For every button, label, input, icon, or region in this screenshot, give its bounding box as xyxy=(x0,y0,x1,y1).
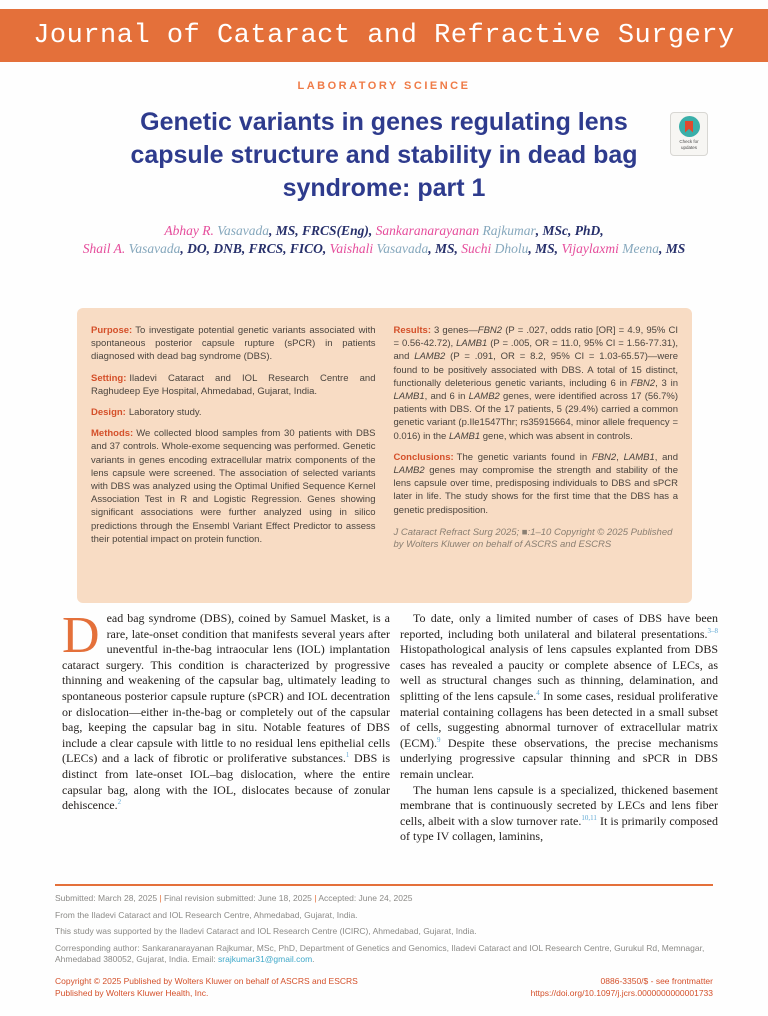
journal-banner xyxy=(0,9,768,62)
article-footnotes xyxy=(55,893,717,970)
design-label: Design: xyxy=(91,407,126,419)
purpose-text: To investigate potential genetic variants associated with spontaneous posterior capsule rupture (sPCR) in patients diagnosed with dead bag syndrome (DBS). xyxy=(91,325,376,363)
copyright-line-2: Published by Wolters Kluwer Health, Inc. xyxy=(55,988,209,998)
setting-label: Setting: xyxy=(91,372,127,384)
journal-name: Journal of Cataract and Refractive Surgery xyxy=(33,20,735,51)
methods-text: We collected blood samples from 30 patients with DBS and 37 controls. Whole-exome sequencing was performed. Genetic variants in genes encoding extracellular matrix components of the lens capsule were screened. The association of selected variants with DBS was analyzed using the Optimal Unified Sequence Kernel Association Test in R and Logistic Regression. Genes showing significant associations were further analyzed using in silico predictions through the Ensembl Variant Effect Predictor to assess their potential impact on protein function. xyxy=(91,428,376,545)
doi-link[interactable]: https://doi.org/10.1097/j.jcrs.0000000000001733 xyxy=(530,988,713,998)
article-body xyxy=(62,607,718,845)
issn-line: 0886-3350/$ - see frontmatter xyxy=(600,976,713,986)
drop-cap: D xyxy=(62,607,100,664)
abstract-design xyxy=(91,406,376,419)
copyright-row xyxy=(55,975,713,999)
footer-divider xyxy=(55,884,713,886)
body-paragraph-1 xyxy=(62,607,390,814)
issn-doi-block xyxy=(531,975,713,999)
abstract-conclusions xyxy=(394,451,679,517)
author-line-1: Abhay R. Vasavada, MS, FRCS(Eng), Sankaranarayanan Rajkumar, MSc, PhD, xyxy=(164,223,604,238)
abstract-right-column xyxy=(394,324,679,591)
conclusions-text: The genetic variants found in FBN2, LAMB1, and LAMB2 genes may compromise the strength and stability of the lens capsule over time, predisposing individuals to DBS and sPCR later in life. The study shows for the first time that the DBS has a genetic predisposition. xyxy=(393,451,678,516)
journal-citation: J Cataract Refract Surg 2025; ■:1–10 Copyright © 2025 Published by Wolters Kluwer on behalf of ASCRS and ESCRS xyxy=(393,526,673,551)
results-label: Results: xyxy=(393,325,431,336)
conclusions-label: Conclusions: xyxy=(393,451,454,463)
abstract-box xyxy=(77,308,692,603)
author-byline xyxy=(30,222,738,257)
abstract-setting xyxy=(91,372,376,398)
design-text: Laboratory study. xyxy=(128,407,202,419)
body-right-column xyxy=(400,611,718,845)
funding-note: This study was supported by the Iladevi Cataract and IOL Research Centre (ICIRC), Ahmedabad, Gujarat, India. xyxy=(55,926,477,936)
methods-label: Methods: xyxy=(91,428,134,440)
check-for-updates-label: Check for updates xyxy=(679,139,699,150)
paragraph-1-text: ead bag syndrome (DBS), coined by Samuel Masket, is a rare, late-onset condition that manifests several years after uneventful in-the-bag intraocular lens (IOL) implantation cataract surgery. This condition is characterized by progressive thinning and weakening of the capsular bag, ultimately leading to spontaneous posterior capsule rupture (sPCR) and IOL decentration or dislocation—either in-the-bag or completely out of the capsular bag, keeping the capsular bag in situ. Notable features of DBS include a clear capsule with little to no residual lens epithelial cells (LECs) and a lack of fibrotic or proliferative substances.$^1$ DBS is distinct from late-onset IOL–bag dislocation, where the entire capsular bag, along with the IOL, dislocates because of zonular dehiscence.$^2$ xyxy=(62,611,390,813)
abstract-methods xyxy=(91,427,376,546)
article-title-line-1: Genetic variants in genes regulating lens xyxy=(140,108,628,136)
crossmark-icon xyxy=(679,116,700,137)
body-paragraph-3: The human lens capsule is a specialized, thickened basement membrane that is continuously secreted by LECs and lens fiber cells, albeit with a slow turnover rate.$^{10,11}$ It is primarily composed of type IV collagen, laminins, xyxy=(400,782,718,844)
submission-dates: Submitted: March 28, 2025 | Final revision submitted: June 18, 2025 | Accepted: June 24, 2025 xyxy=(55,893,413,903)
article-title xyxy=(84,106,684,205)
abstract-results xyxy=(394,324,679,443)
purpose-label: Purpose: xyxy=(91,325,133,336)
abstract-left-column xyxy=(91,324,376,591)
article-title-line-2: capsule structure and stability in dead bag xyxy=(130,141,638,169)
author-line-2: Shail A. Vasavada, DO, DNB, FRCS, FICO, Vaishali Vasavada, MS, Suchi Dholu, MS, Vijaylaxmi Meena, MS xyxy=(82,240,686,256)
setting-text: Iladevi Cataract and IOL Research Centre and Raghudeep Eye Hospital, Ahmedabad, Gujarat, India. xyxy=(91,372,376,397)
corresponding-author-note[interactable]: Corresponding author: Sankaranarayanan Rajkumar, MSc, PhD, Department of Genetics and Genomics, Iladevi Cataract and IOL Research Centre, Gurukul Rd, Memnagar, Ahmedabad 380052, Gujarat, India. Email: srajkumar31@gmail.com. xyxy=(55,942,705,964)
check-for-updates-badge[interactable] xyxy=(670,112,708,156)
copyright-line-1: Copyright © 2025 Published by Wolters Kluwer on behalf of ASCRS and ESCRS xyxy=(55,976,358,986)
affiliation-note: From the Iladevi Cataract and IOL Research Centre, Ahmedabad, Gujarat, India. xyxy=(55,909,358,920)
section-label: LABORATORY SCIENCE xyxy=(297,80,471,92)
article-title-line-3: syndrome: part 1 xyxy=(282,174,486,202)
abstract-purpose xyxy=(91,324,376,364)
results-text: 3 genes—FBN2 (P = .027, odds ratio [OR] = 4.9, 95% CI = 0.56-42.72), LAMB1 (P = .005, OR = 11.0, 95% CI = 1.56-77.31), and LAMB2 (P = .091, OR = 8.2, 95% CI = 1.03-65.57)—were found to be positively associated with DBS. A total of 15 distinct, functionally deleterious genetic variants, including 6 in FBN2, 3 in LAMB1, and 6 in LAMB2 genes, were identified across 17 (56.7%) patients with DBS. Of the 17 patients, 5 (29.4%) carried a common genetic variant (p.Ile1547Thr; rs35915664, minor allele frequency = 0.016) in the LAMB1 gene, which was absent in controls. xyxy=(393,325,678,442)
body-paragraph-2: To date, only a limited number of cases of DBS have been reported, including both unilateral and bilateral presentations.$^{3-8}$ Histopathological analysis of lens capsules explanted from DBS cases has revealed a paucity or complete absence of LECs, as well as structural changes such as thinning, delamination, and splitting of the lens capsule.$^4$ In some cases, residual proliferative material containing collagens has been detected in a small subset of cells, suggesting abnormal turnover of extracellular matrix (ECM).$^9$ Despite these observations, the precise mechanisms underlying progressive capsular thinning and sPCR in DBS remain unclear. xyxy=(400,611,718,781)
bookmark-icon xyxy=(685,121,693,133)
copyright-block xyxy=(55,975,358,999)
body-left-column xyxy=(62,607,390,845)
